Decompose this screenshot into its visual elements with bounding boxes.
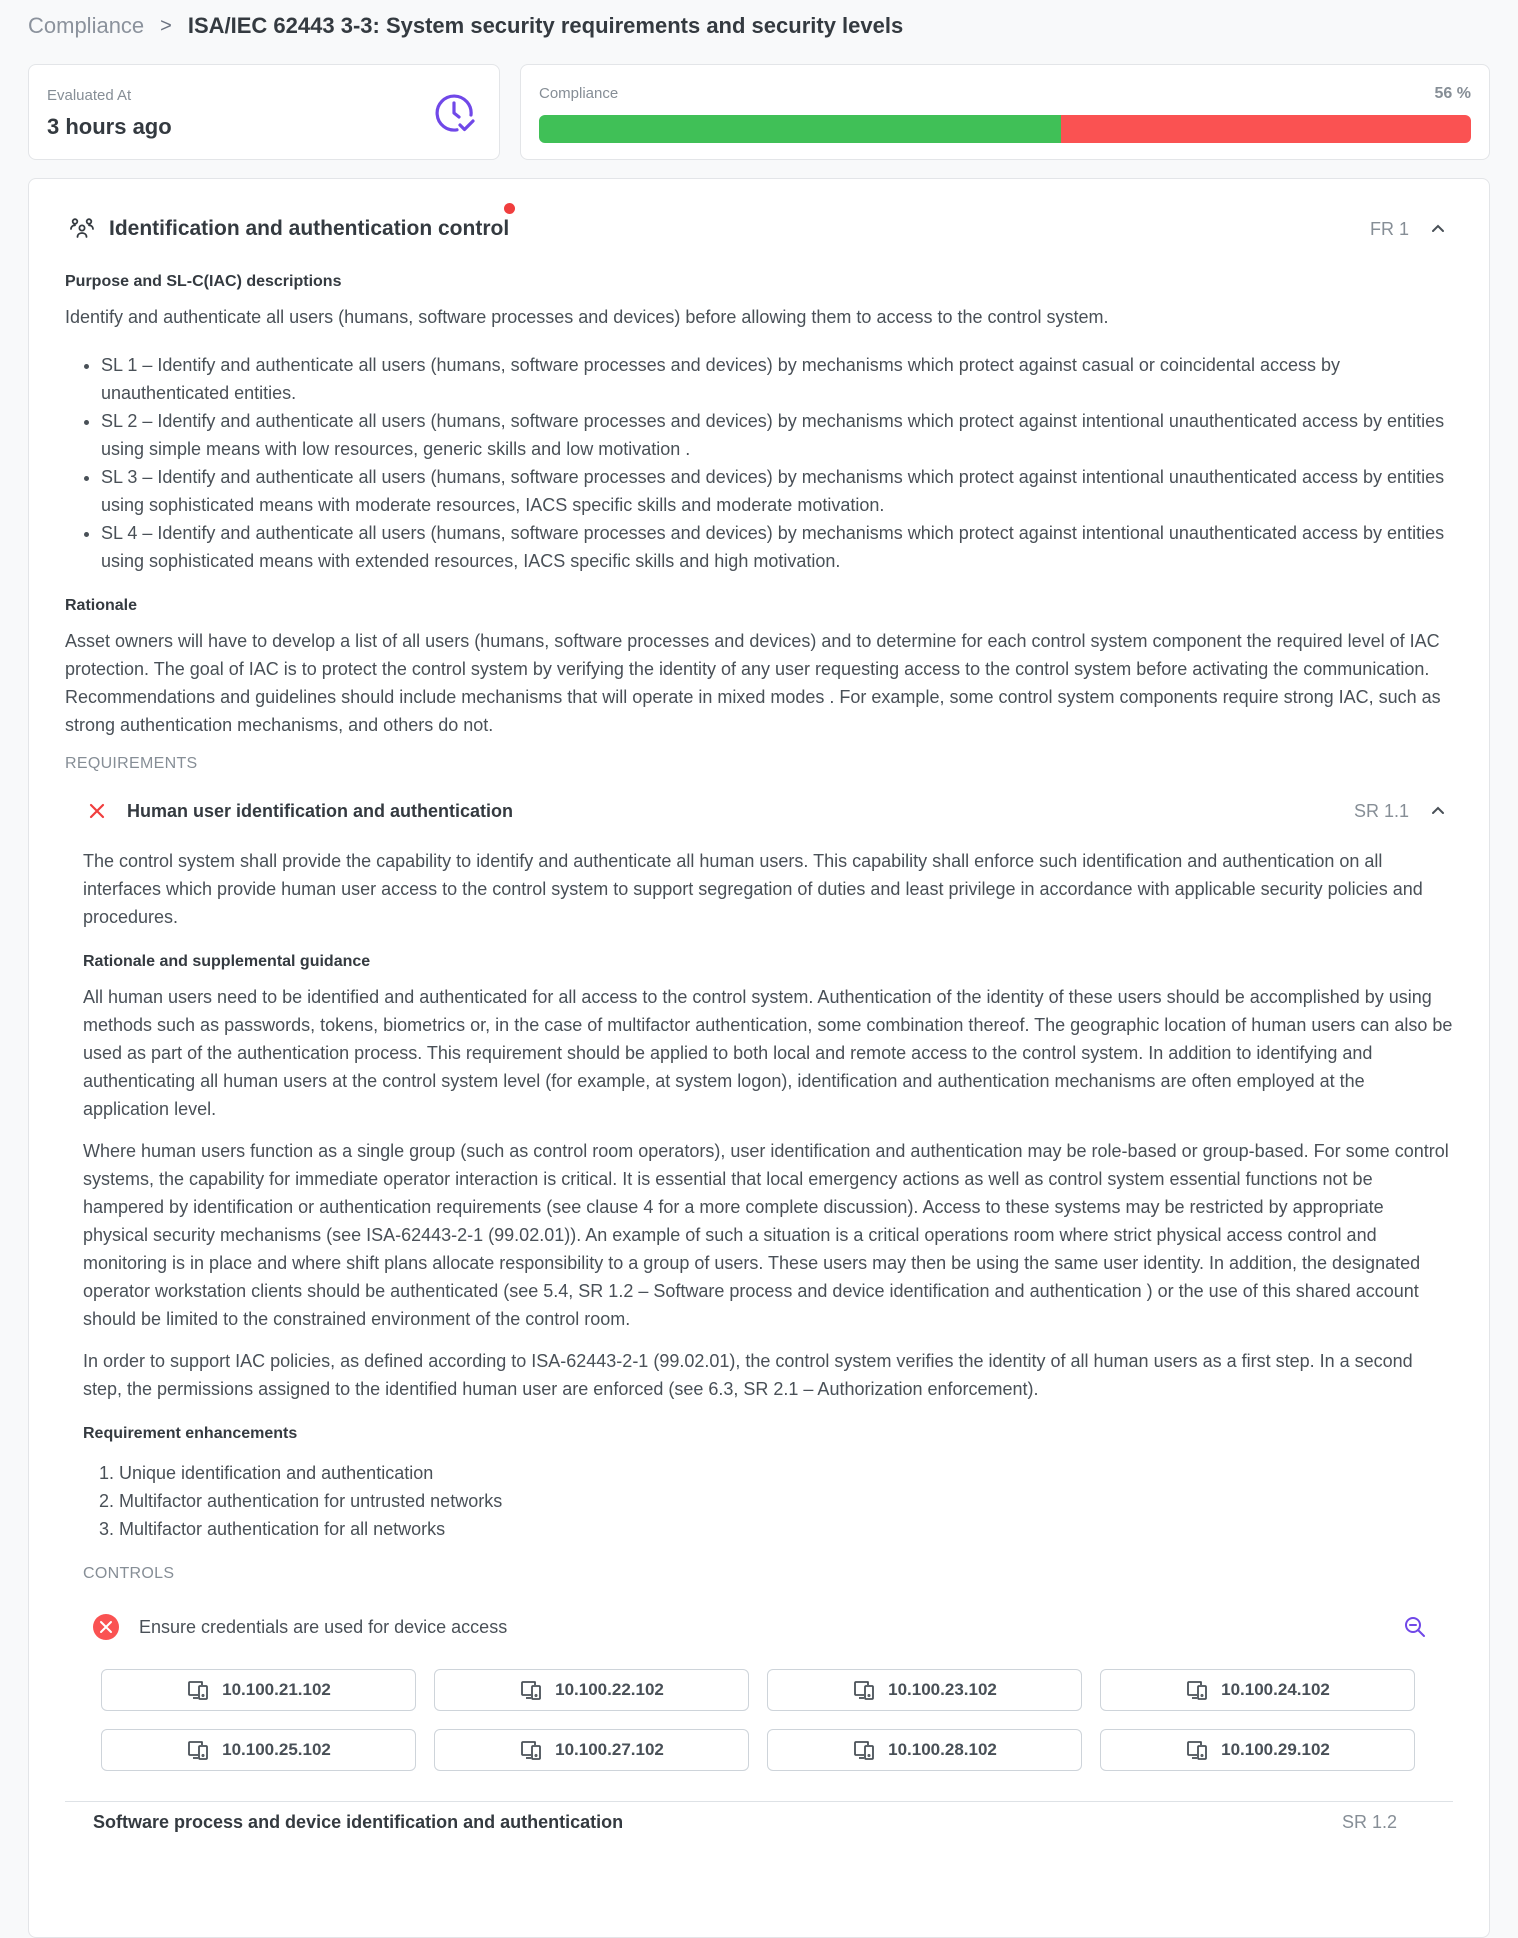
sr-block	[65, 781, 1453, 1771]
evaluated-at-label: Evaluated At	[47, 87, 132, 104]
fail-x-icon	[87, 801, 107, 821]
sr-description: The control system shall provide the capability to identify and authenticate all human users. This capability shall enforce such identification and authentication on all interfaces which provide human user access to the control system to support segregation of duties and least privilege in accordance with applicable security policies and procedures.	[83, 851, 1423, 927]
device-ip: 10.100.25.102	[222, 1740, 331, 1759]
fr-card	[28, 178, 1490, 1938]
device-ip: 10.100.21.102	[222, 1680, 331, 1699]
requirements-label: REQUIREMENTS	[65, 755, 198, 772]
enhancements-list	[83, 1459, 1453, 1543]
chevron-up-icon[interactable]	[1429, 220, 1447, 238]
control-title: Ensure credentials are used for device access	[139, 1616, 508, 1637]
enhancement-item: 2. Multifactor authentication for untrusted networks	[119, 1487, 1453, 1515]
controls-label: CONTROLS	[83, 1565, 175, 1582]
compliance-bar	[539, 115, 1471, 143]
devices-icon	[186, 1678, 210, 1702]
device-button[interactable]	[767, 1729, 1082, 1771]
sl-item: • SL 4 – Identify and authenticate all users (humans, software processes and devices) by mechanisms which protect against intentional unauthenticated access by entities using sophisticated means with extended resources, IACS specific skills and high motivation.	[101, 519, 1453, 575]
fr-header[interactable]	[65, 179, 1453, 273]
rationale-heading: Rationale	[65, 597, 138, 614]
devices-icon	[852, 1738, 876, 1762]
fail-circle-icon	[93, 1614, 119, 1640]
sl-item: • SL 3 – Identify and authenticate all users (humans, software processes and devices) by mechanisms which protect against intentional unauthenticated access by entities using sophisticated means with moderate resources, IACS specific skills and moderate motivation.	[101, 463, 1453, 519]
fr-code: FR 1	[1369, 218, 1409, 239]
sr-title: Human user identification and authentication	[127, 800, 514, 821]
purpose-heading: Purpose and SL-C(IAC) descriptions	[65, 273, 342, 290]
rationale-text: Asset owners will have to develop a list of all users (humans, software processes and devices) and to determine for each control system component the required level of IAC protection. The goal of IAC is to protect the control system by verifying the identity of any user requesting access to the control system before activating the communication. Recommendations and guidelines should include mechanisms that will operate in mixed modes . For example, some control system components require strong IAC, such as strong authentication mechanisms, and others do not.	[65, 631, 1441, 735]
devices-icon	[1185, 1738, 1209, 1762]
enhancement-item: 3. Multifactor authentication for all networks	[119, 1515, 1453, 1543]
guidance-paragraph: Where human users function as a single group (such as control room operators), user identification and authentication may be role-based or group-based. For some control systems, the capability for immediate operator interaction is critical. It is essential that local emergency actions as well as control system essential functions not be hampered by identification or authentication requirements (see clause 4 for a more complete discussion). Access to these systems may be restricted by appropriate physical security mechanisms (see ISA-62443-2-1 (99.02.01)). An example of such a situation is a critical operations room where strict physical access control and monitoring is in place and where shift plans allocate responsibility to a group of users. These users may then be using the same user identity. In addition, the designated operator workstation clients should be authenticated (see 5.4, SR 1.2 – Software process and device identification and authentication ) or the use of this shared account should be limited to the constrained environment of the control room.	[83, 1141, 1449, 1329]
control-row[interactable]	[83, 1597, 1453, 1657]
device-button[interactable]	[101, 1729, 416, 1771]
sl-item: • SL 2 – Identify and authenticate all users (humans, software processes and devices) by mechanisms which protect against intentional unauthenticated access by entities using simple means with low resources, generic skills and low motivation .	[101, 407, 1453, 463]
device-button[interactable]	[434, 1669, 749, 1711]
breadcrumb	[28, 0, 1490, 52]
device-button[interactable]	[101, 1669, 416, 1711]
devices-icon	[186, 1738, 210, 1762]
zoom-out-icon[interactable]	[1403, 1615, 1427, 1639]
evaluated-at-card	[28, 64, 500, 160]
device-ip: 10.100.27.102	[555, 1740, 664, 1759]
sl-item: • SL 1 – Identify and authenticate all users (humans, software processes and devices) by mechanisms which protect against casual or coincidental access by unauthenticated entities.	[101, 351, 1453, 407]
next-sr-title: Software process and device identification and authentication	[93, 1811, 624, 1832]
device-ip: 10.100.29.102	[1221, 1740, 1330, 1759]
breadcrumb-root-link[interactable]: Compliance	[28, 13, 145, 38]
sr-header[interactable]	[83, 781, 1453, 841]
evaluated-at-value: 3 hours ago	[47, 114, 172, 139]
devices-icon	[852, 1678, 876, 1702]
users-icon	[69, 216, 95, 242]
device-button[interactable]	[434, 1729, 749, 1771]
devices-icon	[1185, 1678, 1209, 1702]
alert-dot	[504, 203, 515, 214]
next-sr-header[interactable]	[65, 1802, 1453, 1842]
compliance-bar-pass	[539, 115, 1061, 143]
device-ip: 10.100.24.102	[1221, 1680, 1330, 1699]
device-ip: 10.100.23.102	[888, 1680, 997, 1699]
compliance-bar-fail	[1061, 115, 1471, 143]
guidance-heading: Rationale and supplemental guidance	[83, 953, 371, 970]
enhancements-heading: Requirement enhancements	[83, 1425, 298, 1442]
device-grid	[83, 1669, 1453, 1771]
page-title: ISA/IEC 62443 3-3: System security requirements and security levels	[187, 13, 904, 38]
compliance-percent: 56 %	[1434, 85, 1471, 102]
compliance-label: Compliance	[539, 85, 619, 102]
device-ip: 10.100.22.102	[555, 1680, 664, 1699]
guidance-paragraph: All human users need to be identified and authenticated for all access to the control system. Authentication of the identity of these users should be accomplished by using methods such as passwords, tokens, biometrics or, in the case of multifactor authentication, some combination thereof. The geographic location of human users can also be used as part of the authentication process. This requirement should be applied to both local and remote access to the control system. In addition to identifying and authenticating all human users at the control system level (for example, at system logon), identification and authentication mechanisms are often employed at the application level.	[83, 987, 1453, 1119]
device-button[interactable]	[1100, 1669, 1415, 1711]
fr-title	[109, 217, 509, 241]
enhancement-item: 1. Unique identification and authentication	[119, 1459, 1453, 1487]
fr-title-text: Identification and authentication control	[109, 217, 510, 240]
device-ip: 10.100.28.102	[888, 1740, 997, 1759]
sl-list	[65, 351, 1453, 575]
purpose-text: Identify and authenticate all users (humans, software processes and devices) before allowing them to access to the control system.	[65, 307, 1109, 327]
device-button[interactable]	[767, 1669, 1082, 1711]
clock-check-icon	[433, 91, 477, 135]
devices-icon	[519, 1678, 543, 1702]
sr-code: SR 1.1	[1353, 800, 1409, 821]
chevron-up-icon[interactable]	[1429, 802, 1447, 820]
breadcrumb-separator: >	[160, 14, 172, 37]
next-sr-code: SR 1.2	[1341, 1811, 1397, 1832]
device-button[interactable]	[1100, 1729, 1415, 1771]
compliance-card	[520, 64, 1490, 160]
devices-icon	[519, 1738, 543, 1762]
guidance-paragraph: In order to support IAC policies, as defined according to ISA-62443-2-1 (99.02.01), the control system verifies the identity of all human users as a first step. In a second step, the permissions assigned to the identified human user are enforced (see 6.3, SR 2.1 – Authorization enforcement).	[83, 1351, 1413, 1399]
